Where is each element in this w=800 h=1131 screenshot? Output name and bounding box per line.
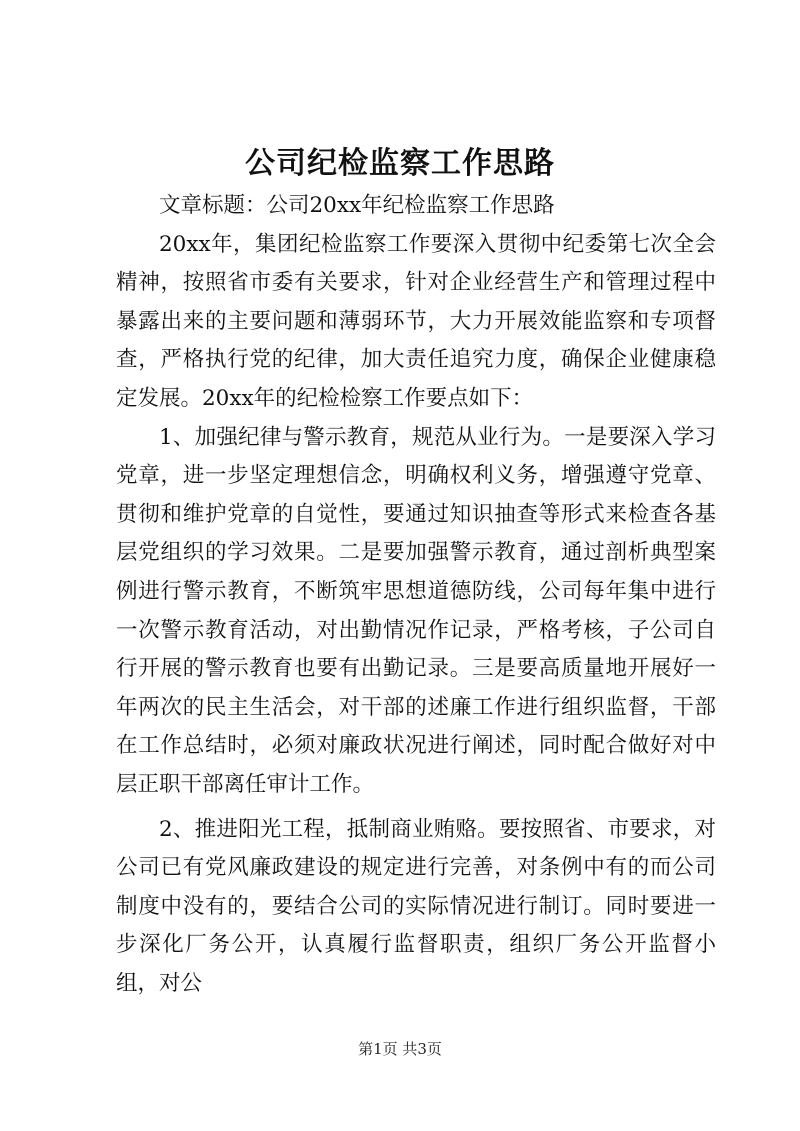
document-title: 公司纪检监察工作思路 <box>245 146 555 181</box>
intro-paragraph: 20xx年，集团纪检监察工作要深入贯彻中纪委第七次全会精神，按照省市委有关要求，针对企业经营生产和管理过程中暴露出来的主要问题和薄弱环节，大力开展效能监察和专项督查，严格执行党的纪律，加大责任追究力度，确保企业健康稳定发展。20xx年的纪检检察工作要点如下： <box>116 231 716 411</box>
page-number-footer: 第1页 共3页 <box>358 1040 442 1058</box>
article-heading-line: 文章标题：公司20xx年纪检监察工作思路 <box>159 193 555 218</box>
document-body <box>116 187 716 1003</box>
section-2-paragraph: 2、推进阳光工程，抵制商业贿赂。要按照省、市要求，对公司已有党风廉政建设的规定进行完善，对条例中有的而公司制度中没有的，要结合公司的实际情况进行制订。同时要进一步深化厂务公开，认真履行监督职责，组织厂务公开监督小组，对公 <box>116 816 716 996</box>
section-1-paragraph: 1、加强纪律与警示教育，规范从业行为。一是要深入学习党章，进一步坚定理想信念，明确权利义务，增强遵守党章、贯彻和维护党章的自觉性，要通过知识抽查等形式来检查各基层党组织的学习效果。二是要加强警示教育，通过剖析典型案例进行警示教育，不断筑牢思想道德防线，公司每年集中进行一次警示教育活动，对出勤情况作记录，严格考核，子公司自行开展的警示教育也要有出勤记录。三是要高质量地开展好一年两次的民主生活会，对干部的述廉工作进行组织监督，干部在工作总结时，必须对廉政状况进行阐述，同时配合做好对中层正职干部离任审计工作。 <box>116 424 716 797</box>
